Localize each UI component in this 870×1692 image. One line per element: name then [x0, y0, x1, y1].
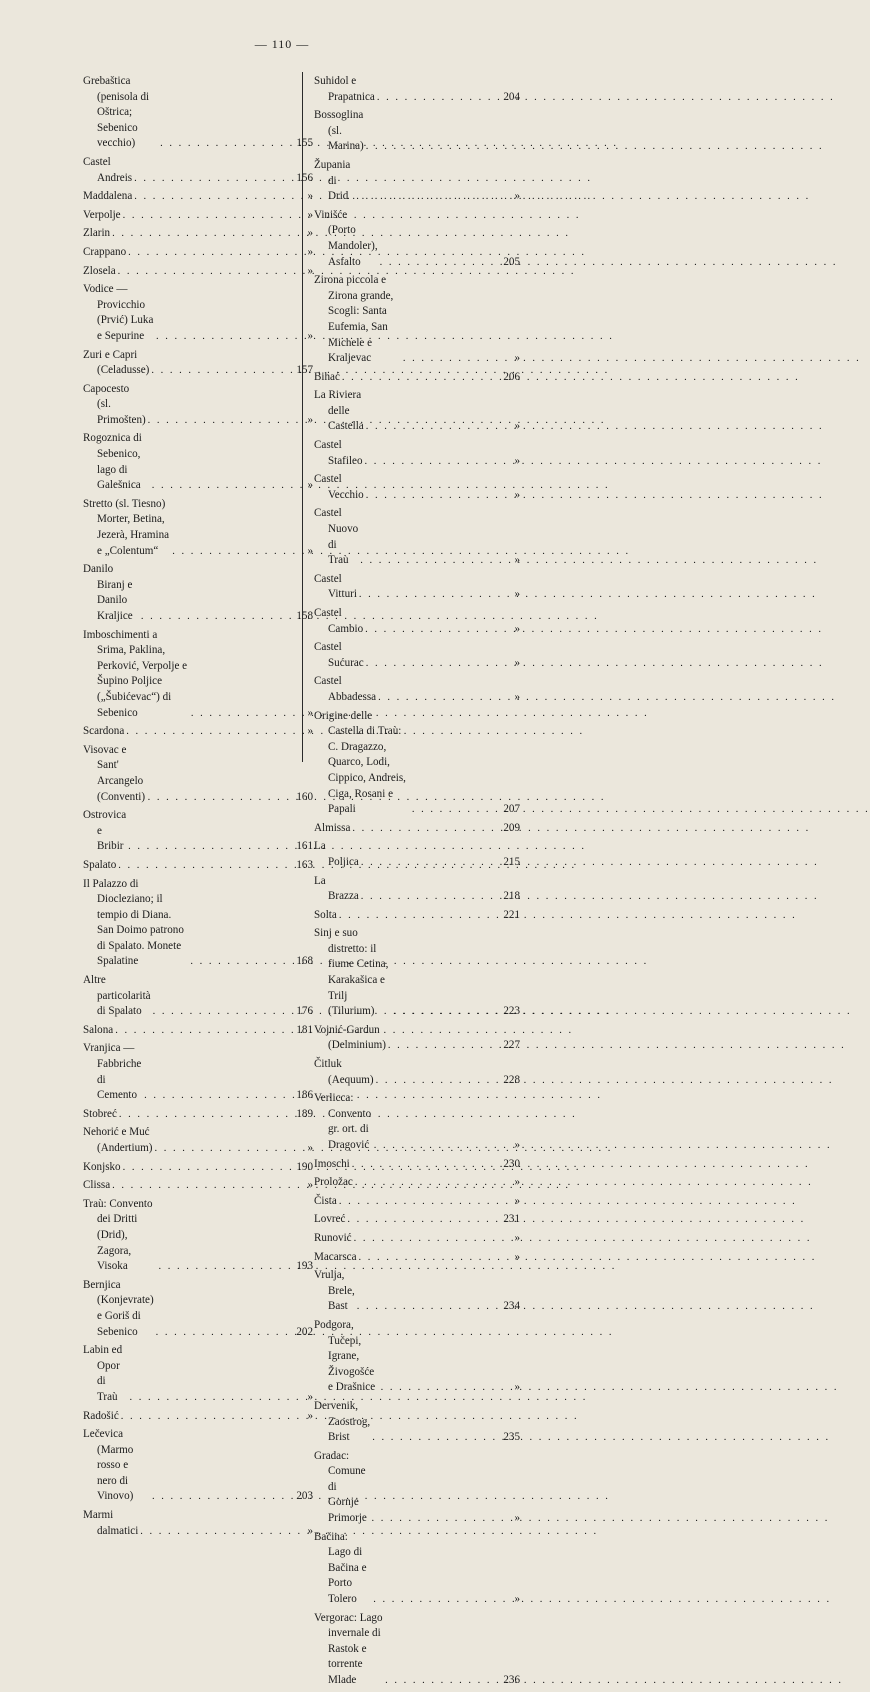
toc-entry-title: Podgora, Tučepi, Igrane, Živogošće e Drašnice: [314, 1318, 376, 1394]
toc-entry: [314, 908, 520, 924]
toc-entry-title: La Riviera delle Castella: [314, 389, 364, 433]
toc-entry-title: La Brazza: [314, 874, 359, 903]
toc-entry: [83, 431, 313, 493]
toc-entry: [314, 1231, 520, 1247]
dot-leader: [373, 1592, 500, 1608]
toc-entry-title: Maddalena: [83, 190, 133, 203]
toc-entry-page: »: [514, 1593, 520, 1606]
toc-entry-title: Vodice — Provicchio (Prvić) Luka e Sepurine: [83, 283, 154, 342]
toc-right-column: [314, 74, 520, 1692]
toc-entry-title: Danilo Biranj e Danilo Kraljice: [83, 563, 133, 622]
toc-entry-title: Nehorić e Muć (Andertium): [83, 1126, 153, 1154]
toc-entry-title: Suhidol e Prapatnica: [314, 75, 375, 103]
toc-entry-title: Castel Vecchio: [314, 473, 364, 501]
toc-entry: [83, 1343, 313, 1405]
toc-entry: [314, 1157, 520, 1173]
dot-leader: [123, 1160, 293, 1176]
toc-entry-title: Verpolje: [83, 208, 121, 221]
dot-leader: [112, 1178, 293, 1194]
toc-entry-title: Konjsko: [83, 1160, 121, 1173]
toc-entry-title: Zirona piccola e Zirona grande, Scogli: Santa Eufemia, San Michele e Kraljevac: [314, 274, 394, 365]
toc-entry-title: Traù: Convento dei Dritti (Drid), Zagora, Visoka: [83, 1197, 153, 1273]
toc-entry-page: 163: [296, 858, 313, 871]
dot-leader: [374, 1138, 500, 1154]
toc-entry-page: »: [514, 1231, 520, 1244]
toc-entry: [314, 1194, 520, 1210]
toc-entry: [83, 264, 313, 280]
toc-entry: [314, 388, 520, 435]
toc-entry: [314, 1057, 520, 1088]
toc-entry: [314, 370, 520, 386]
toc-entry: [83, 245, 313, 261]
dot-leader: [144, 1088, 293, 1104]
toc-entry: [83, 1160, 313, 1176]
toc-entry-title: Scardona: [83, 725, 125, 738]
toc-entry-title: Vergorac: Lago invernale di Rastok e torrente Mlade: [314, 1611, 383, 1686]
toc-entry-page: 193: [296, 1260, 313, 1273]
toc-entry-title: Castel Nuovo di Traù: [314, 507, 359, 567]
dot-leader: [172, 544, 293, 560]
toc-entry-page: 221: [503, 908, 520, 921]
toc-entry-page: »: [514, 588, 520, 601]
toc-entry-title: Vojnić-Gardun (Delminium): [314, 1023, 386, 1052]
toc-entry-title: Castel Vitturi: [314, 572, 357, 601]
toc-entry-title: Lečevica (Marmo rosso e nero di Vinovo): [83, 1428, 134, 1503]
dot-leader: [360, 553, 500, 569]
toc-entry: [314, 158, 520, 205]
toc-entry-page: 209: [503, 821, 520, 834]
toc-entry-page: »: [514, 622, 520, 635]
dot-leader: [156, 1325, 293, 1341]
toc-entry-page: 158: [296, 610, 313, 622]
toc-entry-title: Bernjica (Konjevrate) e Goriš di Sebenico: [83, 1278, 154, 1338]
dot-leader: [148, 790, 293, 806]
toc-entry: [83, 1427, 313, 1505]
toc-entry: [314, 1530, 520, 1608]
toc-entry: [83, 155, 313, 186]
toc-entry: [314, 472, 520, 503]
dot-leader: [112, 226, 293, 242]
toc-entry-title: Grebaštica (penisola di Oštrica; Sebenico vecchio): [83, 75, 150, 150]
toc-entry-page: »: [514, 656, 520, 669]
dot-leader: [347, 1212, 500, 1228]
toc-entry-page: 236: [503, 1674, 520, 1686]
toc-entry-page: »: [307, 544, 313, 557]
toc-entry: [314, 1611, 520, 1689]
dot-leader: [378, 690, 500, 706]
toc-entry: [83, 562, 313, 624]
toc-entry-title: Čitluk (Aequum): [314, 1058, 374, 1086]
toc-entry-page: »: [307, 329, 313, 342]
toc-entry: [314, 74, 520, 105]
toc-entry-title: Gradac: Comune di Gornje Primorje: [314, 1449, 367, 1525]
toc-entry-page: »: [514, 1194, 520, 1207]
toc-entry-page: »: [514, 1250, 520, 1263]
toc-entry-page: 207: [503, 803, 520, 816]
toc-entry: [314, 709, 520, 818]
toc-entry: [83, 1041, 313, 1103]
dot-leader: [354, 1231, 500, 1247]
toc-entry: [314, 1175, 520, 1191]
toc-entry-page: »: [307, 1524, 313, 1537]
dot-leader: [339, 908, 500, 924]
toc-entry-title: Bossoglina (sl. Marina): [314, 109, 364, 153]
dot-leader: [140, 1524, 293, 1540]
dot-leader: [118, 858, 293, 874]
toc-entry: [83, 858, 313, 874]
toc-entry-title: Čista: [314, 1194, 337, 1207]
toc-entry-title: Dervenik, Zaostrog, Brist: [314, 1399, 371, 1444]
dot-leader: [365, 622, 500, 638]
toc-entry: [83, 1107, 313, 1123]
toc-entry-page: »: [307, 706, 313, 719]
dot-leader: [355, 1175, 500, 1191]
toc-entry-title: Vrulja, Brele, Bast: [314, 1269, 355, 1313]
toc-entry-page: »: [514, 420, 520, 433]
toc-entry-page: »: [307, 479, 313, 492]
toc-entry-title: Proložac: [314, 1176, 353, 1189]
dot-leader: [361, 855, 500, 871]
toc-entry-page: 155: [296, 137, 313, 150]
toc-entry: [83, 74, 313, 152]
toc-entry-page: »: [514, 454, 520, 467]
toc-entry-title: Marmi dalmatici: [83, 1509, 139, 1537]
toc-entry-title: Castel Cambio: [314, 607, 364, 635]
toc-entry-title: Castel Sućurac: [314, 641, 364, 669]
toc-entry: [83, 1125, 313, 1156]
toc-entry-title: Lovreć: [314, 1213, 346, 1226]
toc-entry-page: 160: [296, 790, 313, 803]
toc-entry-title: Radošić: [83, 1409, 119, 1422]
toc-entry-title: Spalato: [83, 858, 117, 871]
toc-entry: [83, 743, 313, 805]
dot-leader: [121, 1409, 293, 1425]
toc-entry-page: 168: [296, 955, 313, 968]
dot-leader: [352, 1157, 500, 1173]
toc-entry-page: »: [307, 227, 313, 240]
toc-entry-title: Clissa: [83, 1179, 111, 1192]
toc-entry-title: Altre particolarità di Spalato: [83, 974, 151, 1018]
toc-entry-title: Macarsca: [314, 1250, 357, 1263]
toc-entry-page: »: [307, 1179, 313, 1192]
dot-leader: [119, 1107, 293, 1123]
toc-entry: [314, 1268, 520, 1315]
toc-entry-page: 235: [503, 1431, 520, 1444]
toc-entry-title: Il Palazzo di Diocleziano; il tempio di Diana. San Doimo patrono di Spalato. Monete Spalatine: [83, 877, 184, 968]
dot-leader: [160, 136, 293, 152]
toc-entry-page: »: [307, 190, 313, 203]
toc-entry-title: Vranjica — Fabbriche di Cemento: [83, 1042, 142, 1102]
toc-entry-title: Sinj e suo distretto: il fiume Cetina, Karakašica e Trilj (Tilurium): [314, 927, 389, 1018]
toc-entry-page: »: [514, 1176, 520, 1189]
toc-entry-page: »: [514, 1139, 520, 1151]
dot-leader: [342, 370, 500, 386]
toc-entry: [83, 189, 313, 205]
toc-entry-page: »: [307, 264, 313, 277]
toc-entry-title: Stobreć: [83, 1107, 117, 1120]
toc-entry-page: 202: [296, 1325, 313, 1338]
toc-entry-title: Runović: [314, 1231, 352, 1244]
toc-entry-title: Zuri e Capri (Celadusse): [83, 348, 150, 377]
toc-entry-title: Bačina: Lago di Bačina e Porto Tolero: [314, 1530, 367, 1606]
dot-leader: [190, 954, 293, 970]
toc-entry: [314, 506, 520, 568]
dot-leader: [372, 1511, 500, 1527]
dot-leader: [151, 363, 293, 379]
toc-entry-page: 215: [503, 855, 520, 868]
dot-leader: [352, 189, 500, 205]
toc-entry-title: Origine delle Castella di Traù: C. Dragazzo, Quarco, Lodi, Cippico, Andreis, Ciga, Rosani e Papali: [314, 709, 406, 816]
toc-entry-page: »: [307, 1390, 313, 1403]
toc-entry: [314, 874, 520, 905]
toc-entry-title: Ostrovica e Bribir: [83, 809, 127, 853]
toc-entry-page: 223: [503, 1005, 520, 1018]
toc-entry-title: Salona: [83, 1023, 114, 1036]
toc-entry: [83, 1508, 313, 1539]
toc-entry: [83, 382, 313, 429]
dot-leader: [359, 587, 500, 603]
toc-entry-page: 176: [296, 1005, 313, 1018]
toc-entry-page: 181: [296, 1023, 313, 1036]
toc-entry-page: »: [307, 1142, 313, 1154]
toc-entry: [83, 724, 313, 740]
dot-leader: [361, 889, 500, 905]
dot-leader: [366, 419, 500, 435]
toc-entry-title: Castel Abbadessa: [314, 675, 377, 703]
toc-entry-title: Rogoznica di Sebenico, lago di Galešnica: [83, 432, 142, 492]
dot-leader: [403, 351, 500, 367]
dot-leader: [380, 255, 500, 271]
toc-entry: [314, 1091, 520, 1153]
toc-entry-page: 230: [503, 1157, 520, 1170]
toc-entry-page: »: [514, 1512, 520, 1525]
dot-leader: [152, 478, 293, 494]
toc-entry: [314, 1318, 520, 1396]
dot-leader: [385, 1673, 500, 1689]
dot-leader: [134, 171, 293, 187]
dot-leader: [148, 413, 293, 429]
toc-entry: [314, 640, 520, 671]
toc-entry: [314, 926, 520, 1020]
toc-entry-title: Solta: [314, 908, 337, 921]
dot-leader: [141, 609, 293, 625]
dot-leader: [191, 706, 293, 722]
dot-leader: [126, 724, 293, 740]
dot-leader: [352, 821, 500, 837]
toc-entry: [314, 1399, 520, 1446]
toc-entry: [314, 438, 520, 469]
toc-entry: [314, 108, 520, 155]
toc-left-column: [83, 74, 313, 1542]
toc-entry: [83, 208, 313, 224]
toc-entry: [314, 572, 520, 603]
toc-entry: [83, 628, 313, 722]
dot-leader: [128, 245, 293, 261]
dot-leader: [366, 139, 500, 155]
toc-entry: [83, 226, 313, 242]
toc-entry-title: Castel Stafileo: [314, 439, 363, 467]
toc-entry-page: »: [307, 245, 313, 258]
dot-leader: [134, 189, 293, 205]
dot-leader: [357, 1299, 500, 1315]
toc-entry-page: 186: [296, 1089, 313, 1102]
page-number: — 110 —: [254, 37, 310, 51]
toc-entry-page: 234: [503, 1300, 520, 1313]
toc-entry-title: Zlosela: [83, 264, 116, 277]
toc-entry-title: Župania di Drid: [314, 158, 351, 203]
toc-entry: [314, 839, 520, 870]
toc-entry-page: »: [514, 488, 520, 501]
toc-entry-page: 161: [296, 840, 313, 853]
toc-entry-page: 157: [296, 364, 313, 377]
dot-leader: [388, 1038, 500, 1054]
dot-leader: [412, 802, 500, 818]
toc-entry-title: Castel Andreis: [83, 155, 133, 184]
toc-entry: [314, 606, 520, 637]
toc-entry-title: La Poljica: [314, 840, 359, 868]
toc-entry-page: »: [307, 725, 313, 738]
toc-entry-page: »: [514, 1381, 520, 1394]
dot-leader: [339, 1194, 500, 1210]
toc-entry-page: 190: [296, 1160, 313, 1173]
toc-entry: [83, 1197, 313, 1275]
toc-entry: [83, 348, 313, 379]
toc-entry-page: 205: [503, 255, 520, 268]
toc-entry-page: »: [514, 554, 520, 567]
toc-entry-title: Visovac e Sant' Arcangelo (Conventi): [83, 743, 146, 803]
toc-entry: [314, 674, 520, 705]
toc-entry-page: 203: [296, 1490, 313, 1503]
toc-entry-page: »: [307, 413, 313, 426]
toc-entry-title: Imboschimenti a Srima, Paklina, Perković, Verpolje e Šupino Poljice („Šubićevac“) di Sebenico: [83, 628, 188, 719]
toc-entry-page: »: [514, 690, 520, 703]
toc-entry: [83, 282, 313, 344]
dot-leader: [366, 488, 500, 504]
dot-leader: [376, 1073, 500, 1089]
dot-leader: [394, 1004, 500, 1020]
toc-entry: [314, 1250, 520, 1266]
dot-leader: [115, 1023, 293, 1039]
toc-entry: [83, 1178, 313, 1194]
dot-leader: [366, 656, 500, 672]
toc-entry-page: 228: [503, 1073, 520, 1086]
toc-entry: [83, 808, 313, 855]
dot-leader: [153, 1004, 293, 1020]
dot-leader: [365, 454, 501, 470]
toc-entry-page: 227: [503, 1039, 520, 1052]
toc-entry: [83, 877, 313, 971]
toc-entry-title: Crappano: [83, 245, 127, 258]
toc-entry-title: Imoschi: [314, 1157, 350, 1170]
toc-entry: [314, 1023, 520, 1054]
toc-entry: [83, 1278, 313, 1340]
toc-entry-title: Zlarin: [83, 227, 111, 240]
toc-entry-title: Almissa: [314, 821, 351, 834]
toc-entry: [83, 1023, 313, 1039]
dot-leader: [377, 90, 500, 106]
toc-entry-page: 204: [503, 90, 520, 103]
dot-leader: [359, 1250, 501, 1266]
toc-entry-page: 189: [296, 1107, 313, 1120]
toc-entry-page: 156: [296, 171, 313, 184]
toc-entry: [83, 1409, 313, 1425]
toc-entry-title: Vinišće (Porto Mandoler), Asfalto: [314, 208, 378, 268]
dot-leader: [152, 1489, 293, 1505]
toc-entry-page: 206: [503, 370, 520, 383]
toc-entry-title: Bihać: [314, 370, 340, 383]
toc-entry: [314, 208, 520, 270]
dot-leader: [158, 1259, 293, 1275]
dot-leader: [118, 264, 293, 280]
dot-leader: [372, 1430, 500, 1446]
toc-entry-title: Verlicca: Convento gr. ort. di Dragović: [314, 1092, 372, 1151]
toc-entry-page: 218: [503, 890, 520, 903]
dot-leader: [154, 1141, 293, 1157]
toc-entry: [314, 1449, 520, 1527]
toc-entry-title: Capocesto (sl. Primošten): [83, 382, 146, 426]
dot-leader: [156, 329, 293, 345]
toc-entry-title: Stretto (sl. Tiesno) Morter, Betina, Jezerà, Hramina e „Colentum“: [83, 497, 170, 557]
toc-entry: [314, 1212, 520, 1228]
toc-entry-title: Labin ed Opor di Traù: [83, 1344, 123, 1403]
toc-entry: [83, 497, 313, 559]
toc-entry-page: »: [307, 208, 313, 221]
toc-entry: [83, 973, 313, 1020]
toc-entry-page: »: [514, 352, 520, 365]
toc-entry: [314, 273, 520, 367]
toc-entry: [314, 821, 520, 837]
toc-entry-page: »: [514, 190, 520, 203]
toc-entry-page: 231: [503, 1213, 520, 1226]
dot-leader: [128, 839, 293, 855]
dot-leader: [123, 208, 293, 224]
dot-leader: [381, 1380, 500, 1396]
dot-leader: [129, 1390, 293, 1406]
toc-entry-page: »: [307, 1409, 313, 1422]
